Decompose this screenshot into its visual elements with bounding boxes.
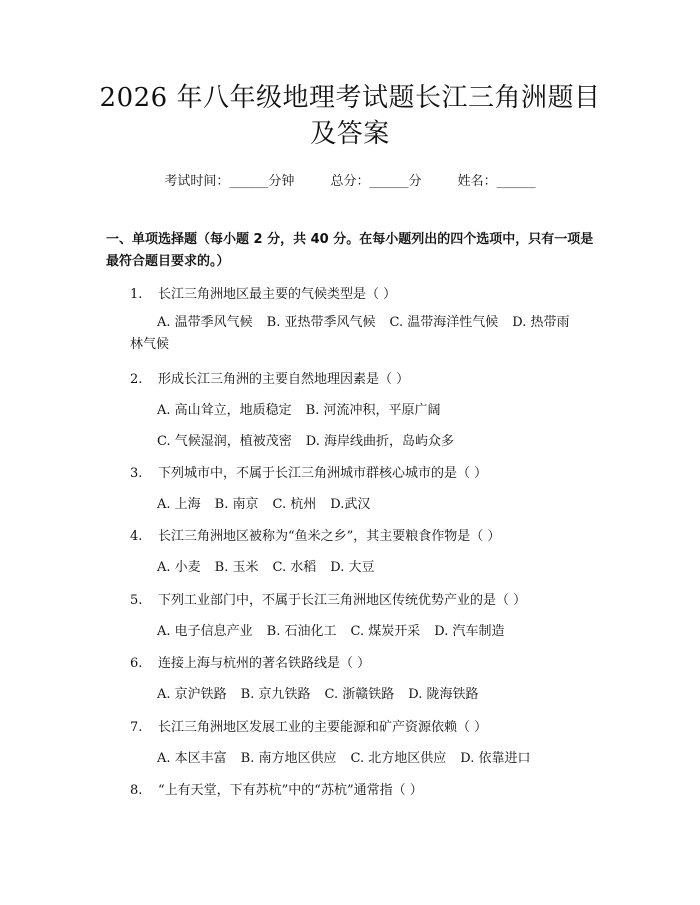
question-number: 4. [130, 529, 143, 544]
question-text: 长江三角洲地区被称为“鱼米之乡”，其主要粮食作物是（ ） [158, 529, 501, 544]
option-d: D. 大豆 [330, 560, 375, 575]
option-b: B. 京九铁路 [240, 687, 311, 702]
question-5-options [157, 620, 504, 639]
option-c: C. 温带海洋性气候 [389, 315, 499, 330]
option-d: D. 海岸线曲折，岛屿众多 [305, 434, 454, 449]
question-4-options [157, 556, 374, 575]
section-heading: 一、单项选择题（每小题 2 分，共 40 分。在每小题列出的四个选项中，只有一项是最符合题目要求的。） [106, 232, 594, 269]
page-title: 2026 年八年级地理考试题长江三角洲题目及答案 [99, 83, 601, 149]
question-5 [130, 589, 526, 608]
option-c: C. 水稻 [272, 560, 317, 575]
question-number: 3. [130, 466, 143, 481]
exam-meta [0, 170, 700, 189]
question-number: 5. [130, 593, 143, 608]
question-3-options [157, 493, 370, 512]
question-7 [130, 716, 487, 735]
option-a: A. 本区丰富 [157, 751, 227, 766]
option-c: C. 浙赣铁路 [324, 687, 395, 702]
option-a: A. 温带季风气候 [157, 315, 253, 330]
question-2 [130, 368, 409, 387]
question-6 [130, 652, 370, 671]
option-a: A. 小麦 [157, 560, 201, 575]
option-c: C. 杭州 [272, 497, 317, 512]
question-4 [130, 525, 500, 544]
question-text: 下列城市中，不属于长江三角洲城市群核心城市的是（ ） [158, 466, 488, 481]
question-text: 连接上海与杭州的著名铁路线是（ ） [158, 656, 371, 671]
question-3 [130, 462, 487, 481]
question-text: 长江三角洲地区发展工业的主要能源和矿产资源依赖（ ） [158, 720, 488, 735]
option-c: C. 北方地区供应 [350, 751, 447, 766]
question-number: 6. [130, 656, 143, 671]
question-number: 2. [130, 372, 143, 387]
question-1-options [130, 312, 575, 356]
option-c: C. 煤炭开采 [350, 624, 421, 639]
question-number: 7. [130, 720, 143, 735]
question-1 [130, 283, 396, 302]
question-number: 8. [130, 783, 143, 798]
exam-time: 考试时间：______分钟 [164, 174, 295, 189]
option-b: B. 石油化工 [266, 624, 337, 639]
option-b: B. 南方地区供应 [240, 751, 337, 766]
question-text: “上有天堂，下有苏杭”中的“苏杭”通常指（ ） [158, 783, 423, 798]
student-name: 姓名：______ [457, 174, 536, 189]
question-text: 下列工业部门中，不属于长江三角洲地区传统优势产业的是（ ） [158, 593, 527, 608]
question-6-options [157, 683, 478, 702]
question-8 [130, 779, 423, 798]
option-b: B. 南京 [214, 497, 259, 512]
option-d: D. 陇海铁路 [408, 687, 479, 702]
option-d: D. 依靠进口 [460, 751, 531, 766]
option-b: B. 玉米 [214, 560, 259, 575]
option-a: A. 电子信息产业 [157, 624, 253, 639]
option-b: B. 亚热带季风气候 [266, 315, 376, 330]
exam-total-score: 总分：______分 [330, 174, 422, 189]
option-c: C. 气候湿润，植被茂密 [157, 434, 292, 449]
option-a: A. 上海 [157, 497, 201, 512]
option-b: B. 河流冲积，平原广阔 [305, 403, 441, 418]
question-2-options-row-2 [157, 430, 454, 449]
question-7-options [157, 747, 530, 766]
option-a: A. 高山耸立，地质稳定 [157, 403, 292, 418]
option-a: A. 京沪铁路 [157, 687, 227, 702]
option-d: D.武汉 [330, 497, 371, 512]
question-2-options-row-1 [157, 399, 440, 418]
option-d: D. 汽车制造 [434, 624, 505, 639]
question-text: 长江三角洲地区最主要的气候类型是（ ） [158, 287, 397, 302]
option-d: D. 热带雨林气候 [130, 315, 570, 352]
question-text: 形成长江三角洲的主要自然地理因素是（ ） [158, 372, 410, 387]
question-number: 1. [130, 287, 143, 302]
